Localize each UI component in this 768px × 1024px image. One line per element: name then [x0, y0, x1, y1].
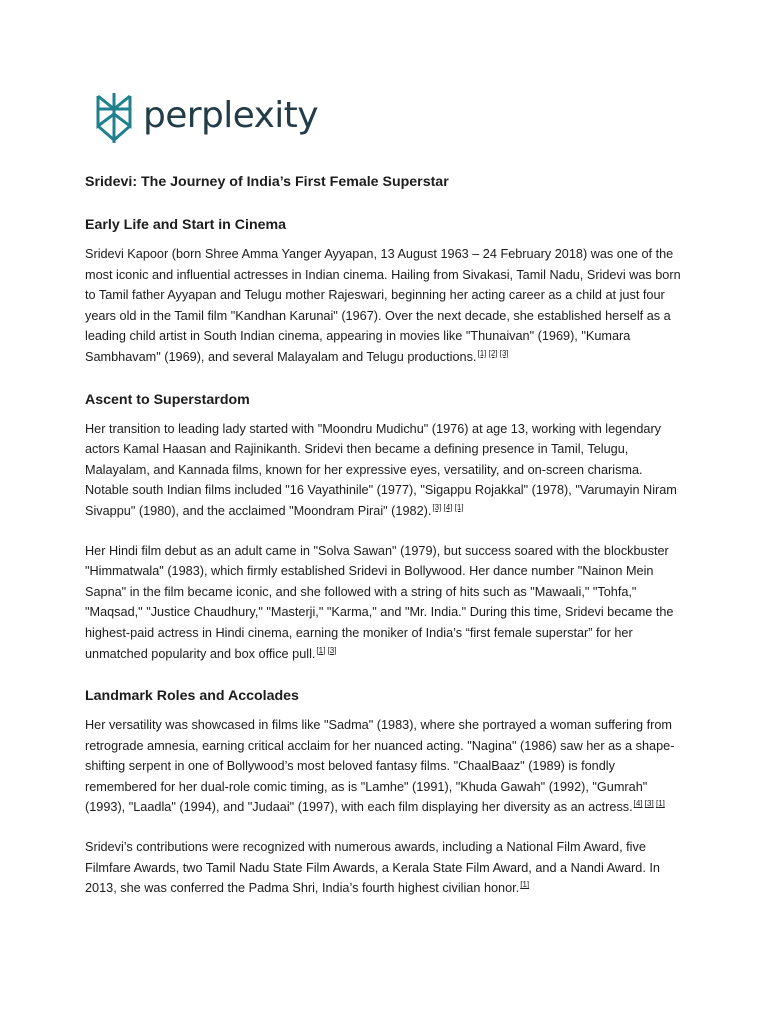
paragraph-text: Sridevi Kapoor (born Shree Amma Yanger Ayyapan, 13 August 1963 – 24 February 2018) was one of the most iconic and influential actresses in Indian cinema. Hailing from Sivakasi, Tamil Nadu, Sridevi was born to Tamil father Ayyapan and Telugu mother Rajeswari, beginning her acting career as a child at just four years old in the Tamil film "Kandhan Karunai" (1967). Over the next decade, she established herself as a leading child artist in South Indian cinema, appearing in movies like "Thunaivan" (1969), "Kumara Sambhavam" (1969), and several Malayalam and Telugu productions. — [85, 247, 681, 364]
citation-link[interactable]: [3] — [499, 348, 509, 358]
citation-link[interactable]: [4] — [633, 799, 643, 809]
paragraph-text: Her versatility was showcased in films like "Sadma" (1983), where she portrayed a woman suffering from retrograde amnesia, earning critical acclaim for her nuanced acting. "Nagina" (1986) saw her as a shape-shifting serpent in one of Bollywood’s most beloved fantasy films. "ChaalBaaz" (1989) is fondly remembered for her dual-role comic timing, as is "Lamhe" (1991), "Khuda Gawah" (1992), "Gumrah" (1993), "Laadla" (1994), and "Judaai" (1997), with each film displaying her diversity as an actress. — [85, 718, 675, 815]
citation-link[interactable]: [1] — [454, 502, 464, 512]
paragraph — [85, 715, 685, 818]
paragraph — [85, 419, 685, 522]
perplexity-logo-icon — [94, 92, 134, 144]
citation-link[interactable]: [1] — [316, 645, 326, 655]
perplexity-wordmark: perplexity — [143, 95, 318, 136]
citation-link[interactable]: [3] — [644, 799, 654, 809]
document-body — [85, 172, 685, 918]
paragraph — [85, 541, 685, 665]
paragraph-text: Her transition to leading lady started with "Moondru Mudichu" (1976) at age 13, working with legendary actors Kamal Haasan and Rajinikanth. Sridevi then became a defining presence in Tamil, Telugu, Malayalam, and Kannada films, known for her expressive eyes, versatility, and on-screen charisma. Notable south Indian films included "16 Vayathinile" (1977), "Sigappu Rojakkal" (1978), "Varumayin Niram Sivappu" (1980), and the acclaimed "Moondram Pirai" (1982). — [85, 421, 677, 518]
section-heading-early-life: Early Life and Start in Cinema — [85, 217, 287, 233]
paragraph — [85, 244, 685, 368]
citation-link[interactable]: [3] — [432, 502, 442, 512]
citation-link[interactable]: [4] — [443, 502, 453, 512]
citation-link[interactable]: [2] — [488, 348, 498, 358]
citation-link[interactable]: [3] — [327, 645, 337, 655]
citations — [477, 349, 508, 358]
perplexity-logo — [94, 92, 318, 144]
paragraph-text: Sridevi’s contributions were recognized with numerous awards, including a National Film Award, five Filmfare Awards, two Tamil Nadu State Film Awards, a Kerala State Film Award, and a Nandi Award. In 2013, she was conferred the Padma Shri, India’s fourth highest civilian honor. — [85, 840, 660, 896]
citation-link[interactable]: [1] — [655, 799, 665, 809]
citations — [520, 880, 529, 889]
section-heading-landmark-roles: Landmark Roles and Accolades — [85, 688, 299, 705]
citations — [432, 503, 463, 512]
citations — [634, 799, 665, 808]
citation-link[interactable]: [1] — [520, 880, 530, 890]
citations — [316, 646, 336, 655]
paragraph — [85, 837, 685, 899]
citation-link[interactable]: [1] — [477, 348, 487, 358]
document-title: Sridevi: The Journey of India’s First Female Superstar — [85, 174, 449, 190]
paragraph-text: Her Hindi film debut as an adult came in "Solva Sawan" (1979), but success soared with the blockbuster "Himmatwala" (1983), which firmly established Sridevi in Bollywood. Her dance number "Nainon Mein Sapna" in the film became iconic, and she followed with a string of hits such as "Mawaali," "Tohfa," "Maqsad," "Justice Chaudhury," "Masterji," "Karma," and "Mr. India." During this time, Sridevi became the highest-paid actress in Hindi cinema, earning the moniker of India’s “first female superstar” for her unmatched popularity and box office pull. — [85, 543, 674, 661]
section-heading-ascent: Ascent to Superstardom — [85, 391, 250, 408]
